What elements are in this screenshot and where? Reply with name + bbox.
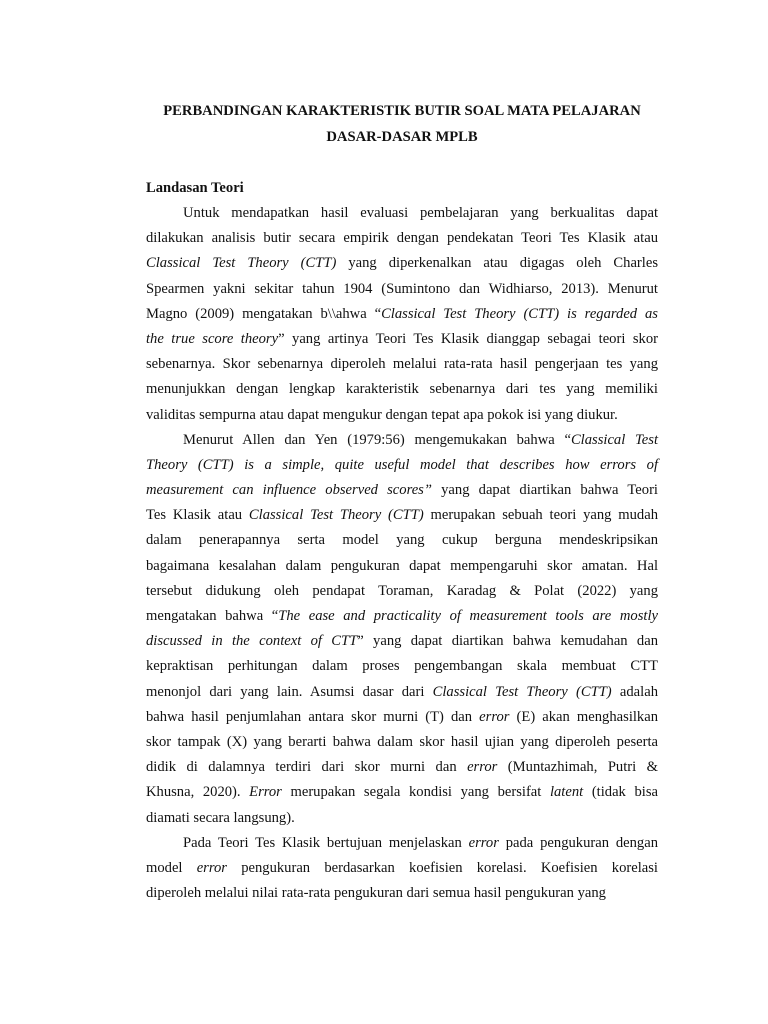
text-run: tersebut didukung oleh pendapat Toraman, Karadag & Polat (2022) yang xyxy=(146,582,658,599)
text-run: yang dapat diartikan bahwa Teori xyxy=(431,482,658,499)
text-run: (tidak bisa xyxy=(583,784,658,801)
text-line xyxy=(146,881,658,906)
text-run: menonjol dari yang lain. Asumsi dasar dari xyxy=(146,683,433,700)
text-run: diperoleh melalui nilai rata-rata pengukuran dari semua hasil pengukuran yang xyxy=(146,885,606,902)
text-line xyxy=(146,377,658,402)
italic-text: error xyxy=(468,834,499,851)
italic-text: error xyxy=(196,859,227,876)
italic-text: measurement can influence observed scores” xyxy=(146,482,432,499)
text-run: skor tampak (X) yang berarti bahwa dalam skor hasil ujian yang diperoleh peserta xyxy=(146,733,658,750)
text-run: didik di dalamnya terdiri dari skor murni dan xyxy=(146,759,468,776)
text-run: Untuk mendapatkan hasil evaluasi pembelajaran yang berkualitas dapat xyxy=(183,205,658,221)
text-line xyxy=(146,856,658,881)
text-line xyxy=(146,528,658,553)
italic-text: Classical Test Theory (CTT) xyxy=(146,255,337,272)
text-line xyxy=(146,806,658,831)
paragraph-2 xyxy=(146,428,658,831)
text-line xyxy=(146,352,658,377)
text-run: Tes Klasik atau xyxy=(146,507,249,524)
text-line xyxy=(146,453,658,478)
text-line xyxy=(146,705,658,730)
italic-text: the true score theory xyxy=(146,330,279,347)
italic-text: Error xyxy=(249,784,282,801)
title-line-2: DASAR-DASAR MPLB xyxy=(326,128,478,145)
text-run: yang diperkenalkan atau digagas oleh Charles xyxy=(336,255,658,272)
text-run: menunjukkan dengan lengkap karakteristik sebenarnya dari tes yang memiliki xyxy=(146,381,658,398)
text-line xyxy=(146,579,658,604)
text-run: Menurut Allen dan Yen (1979:56) mengemukakan bahwa “ xyxy=(183,431,571,448)
text-run: pada pengukuran dengan xyxy=(498,834,658,851)
text-line xyxy=(146,226,658,251)
italic-text: latent xyxy=(549,784,584,801)
paragraph-1 xyxy=(146,201,658,428)
text-line xyxy=(146,730,658,755)
text-run: dalam penerapannya serta model yang cukup berguna mendeskripsikan xyxy=(146,532,658,549)
text-run: ” yang artinya Teori Tes Klasik dianggap sebagai teori skor xyxy=(278,330,658,347)
text-line xyxy=(146,604,658,629)
text-line xyxy=(146,277,658,302)
text-line xyxy=(146,503,658,528)
text-run: (Muntazhimah, Putri & xyxy=(497,759,658,776)
text-line xyxy=(146,201,658,226)
title-line-1: PERBANDINGAN KARAKTERISTIK BUTIR SOAL MATA PELAJARAN xyxy=(163,103,641,119)
text-run: validitas sempurna atau dapat mengukur dengan tepat apa pokok isi yang diukur. xyxy=(146,406,618,423)
italic-text: Classical Test xyxy=(570,431,659,448)
text-run: merupakan segala kondisi yang bersifat xyxy=(281,784,550,801)
text-line xyxy=(146,780,658,805)
text-run: bahwa hasil penjumlahan antara skor murni (T) dan xyxy=(146,708,480,725)
text-line xyxy=(146,654,658,679)
italic-text: error xyxy=(479,708,510,725)
text-line xyxy=(146,629,658,654)
text-run: mengatakan bahwa “ xyxy=(146,608,279,624)
italic-text: Classical Test Theory (CTT) xyxy=(432,683,612,700)
italic-text: Classical Test Theory (CTT) is regarded as xyxy=(381,305,658,322)
text-run: sebenarnya. Skor sebenarnya diperoleh melalui rata-rata hasil pengerjaan tes yang xyxy=(146,356,658,373)
text-run: (E) akan menghasilkan xyxy=(509,708,658,725)
text-run: ” yang dapat diartikan bahwa kemudahan dan xyxy=(357,633,658,650)
text-run: diamati secara langsung). xyxy=(146,809,295,826)
section-heading: Landasan Teori xyxy=(146,180,244,196)
text-line xyxy=(146,755,658,780)
text-line xyxy=(146,478,658,503)
document-title xyxy=(146,99,658,150)
text-run: kepraktisan perhitungan dalam proses pengembangan skala membuat CTT xyxy=(146,658,658,675)
text-run: dilakukan analisis butir secara empirik dengan pendekatan Teori Tes Klasik atau xyxy=(146,230,658,247)
text-run: merupakan sebuah teori yang mudah xyxy=(423,507,659,524)
text-run: Spearmen yakni sekitar tahun 1904 (Sumintono dan Widhiarso, 2013). Menurut xyxy=(146,280,658,297)
text-run: model xyxy=(146,859,197,876)
text-run: Magno (2009) mengatakan b\\ahwa “ xyxy=(146,305,382,322)
text-run: bagaimana kesalahan dalam pengukuran dapat mempengaruhi skor amatan. Hal xyxy=(146,557,658,574)
italic-text: The ease and practicality of measurement tools are mostly xyxy=(278,608,658,624)
text-run: pengukuran berdasarkan koefisien korelasi. Koefisien korelasi xyxy=(226,859,658,876)
text-line xyxy=(146,302,658,327)
text-line xyxy=(146,831,658,856)
italic-text: Theory (CTT) is a simple, quite useful model that describes how errors of xyxy=(146,456,658,473)
text-line xyxy=(146,251,658,276)
text-line xyxy=(146,554,658,579)
text-line xyxy=(146,403,658,428)
paragraph-3 xyxy=(146,831,658,907)
section-body xyxy=(146,201,658,906)
text-run: Pada Teori Tes Klasik bertujuan menjelaskan xyxy=(183,834,469,851)
italic-text: Classical Test Theory (CTT) xyxy=(248,507,424,524)
italic-text: discussed in the context of CTT xyxy=(146,633,358,650)
text-run: Khusna, 2020). xyxy=(146,784,250,801)
text-line xyxy=(146,680,658,705)
italic-text: error xyxy=(467,759,498,776)
text-run: adalah xyxy=(611,683,658,700)
text-line xyxy=(146,428,658,453)
text-line xyxy=(146,327,658,352)
